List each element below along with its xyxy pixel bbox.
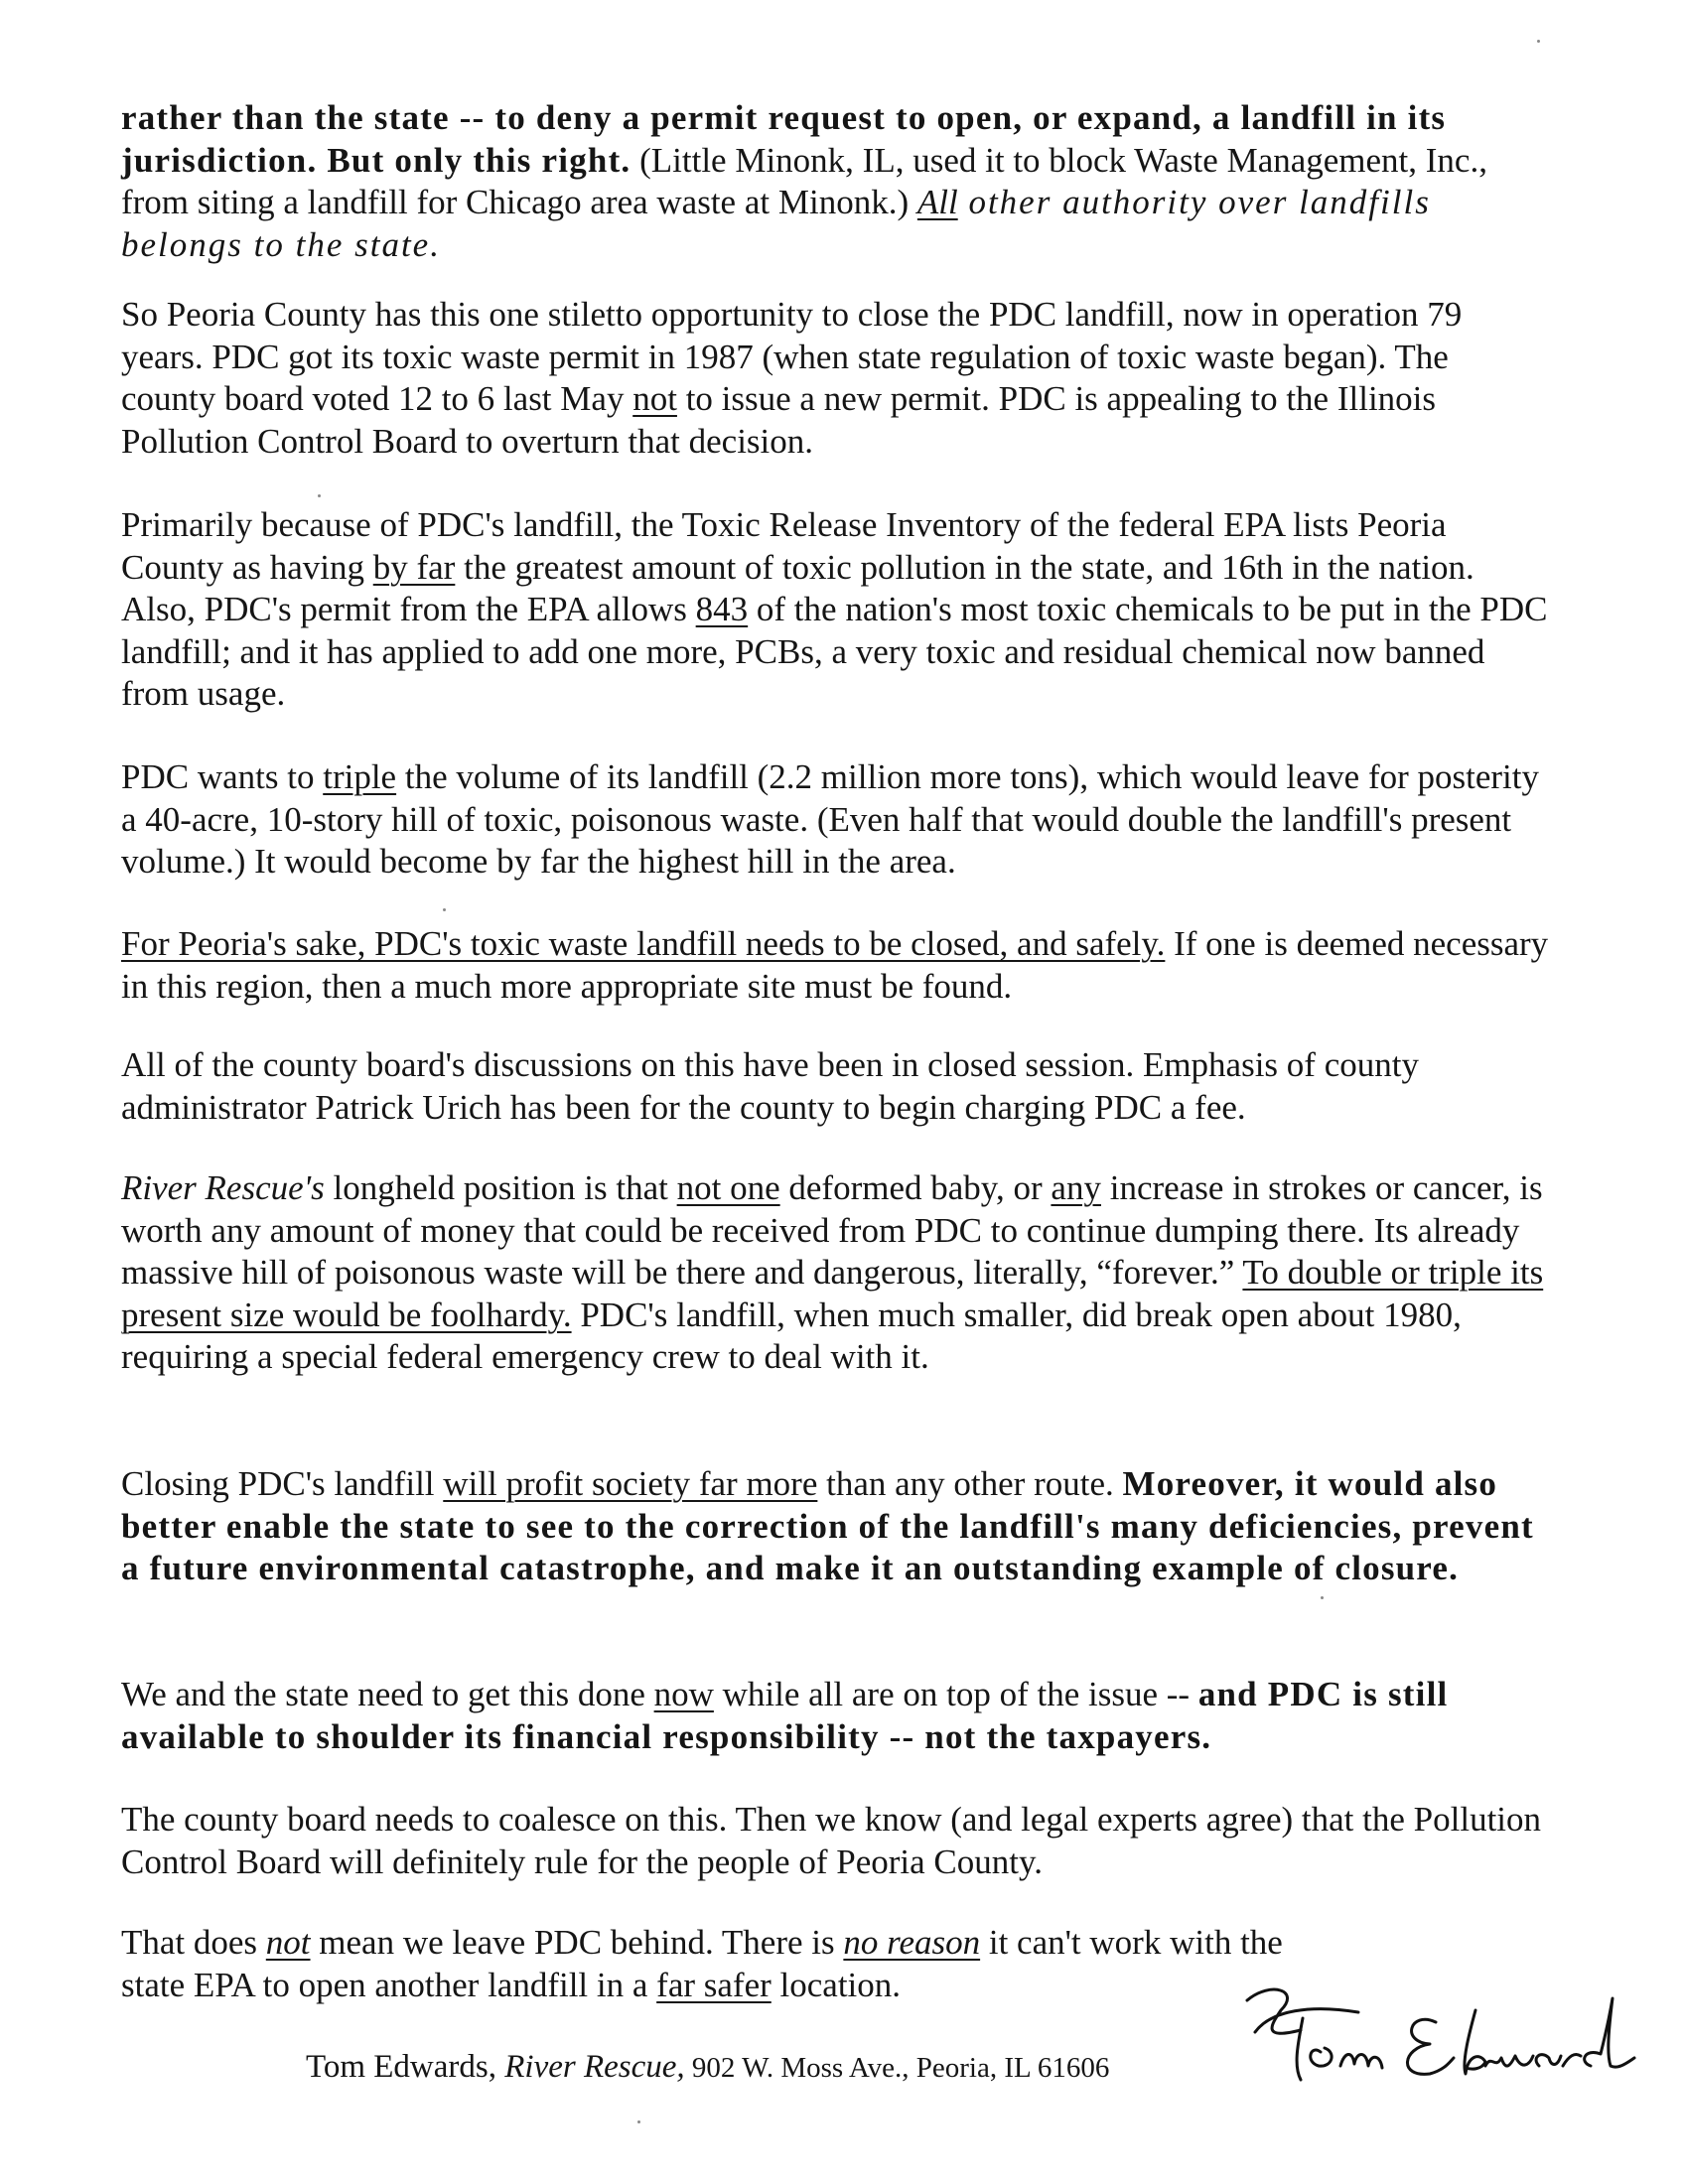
paragraph-peorias-sake [121,923,1551,1008]
paragraph-get-it-done [121,1674,1551,1758]
paragraph-text: than any other route. [817,1464,1123,1503]
paragraph-text: increase in strokes or cancer, is worth any amount of money that could be received from PDC to continue dumping there. Its already massive hill of poisonous waste will be there and dangerous, literally, “forever.” [121,1168,1543,1292]
scan-speck [443,908,446,911]
paragraph-another-landfill [121,1922,1293,2006]
underlined-far-safer: far safer [656,1965,772,2004]
underlined-not: not [632,379,677,418]
emphasis-all: All [916,183,958,221]
paragraph-river-rescue-position [121,1167,1551,1379]
paragraph-text: PDC wants to [121,757,324,796]
paragraph-coalesce: The county board needs to coalesce on this. Then we know (and legal experts agree) that the Pollution Control Board will definitely rule for the people of Peoria County. [121,1800,1542,1881]
footer-organization: River Rescue, [504,2049,685,2085]
bold-moreover-text: Moreover, it would also better enable the state to see to the correction of the landfill's many deficiencies, prevent a future environmental catastrophe, and make it an outstanding example of closure. [121,1464,1534,1587]
scan-speck [318,494,321,497]
paragraph-triple-volume [121,756,1551,884]
minonk-example-text: (Little Minonk, IL, used it to block Waste Management, Inc., from siting a landfill for Chicago area waste at Minonk.) [121,140,1487,221]
paragraph-text: PDC's landfill, when much smaller, did break open about 1980, requiring a special federal emergency crew to deal with it. [121,1295,1462,1376]
underlined-closure-statement: For Peoria's sake, PDC's toxic waste landfill needs to be closed, and safely. [121,924,1166,963]
paragraph-text: the greatest amount of toxic pollution in the state, and 16th in the nation. Also, PDC's permit from the EPA allows [121,547,1474,628]
paragraph-text: mean we leave PDC behind. There is [310,1923,844,1962]
underlined-now: now [653,1675,714,1713]
paragraph-text: deformed baby, or [779,1168,1052,1207]
handwritten-signature [1241,1971,1638,2100]
paragraph-text: We and the state need to get this done [121,1675,654,1713]
underlined-triple: triple [323,757,397,796]
paragraph-opportunity [121,294,1551,463]
paragraph-text: while all are on top of the issue -- [713,1675,1198,1713]
paragraph-profit-society [121,1463,1551,1590]
underlined-not-one: not one [676,1168,780,1207]
paragraph-text: of the nation's most toxic chemicals to be put in the PDC landfill; and it has applied to add one more, PCBs, a very toxic and residual chemical now banned from usage. [121,590,1548,713]
paragraph-permit-right [121,97,1551,266]
underlined-843: 843 [695,590,749,628]
paragraph-text: That does [121,1923,266,1962]
underlined-foolhardy: To double or triple its present size would be foolhardy. [121,1253,1544,1334]
scan-speck [637,2120,640,2123]
paragraph-closed-session: All of the county board's discussions on this have been in closed session. Emphasis of county administrator Patrick Urich has been for the county to begin charging PDC a fee. [121,1045,1419,1127]
letter-footer [306,2047,1109,2088]
river-rescue-name: River Rescue's [121,1168,325,1207]
paragraph-text: longheld position is that [324,1168,677,1207]
footer-address: 902 W. Moss Ave., Peoria, IL 61606 [684,2052,1110,2084]
paragraph-toxic-release [121,504,1551,716]
paragraph-text: Primarily because of PDC's landfill, the Toxic Release Inventory of the federal EPA lists Peoria County as having [121,505,1447,587]
paragraph-text: So Peoria County has this one stiletto opportunity to close the PDC landfill, now in operation 79 years. PDC got its toxic waste permit in 1987 (when state regulation of toxic waste began). The county board voted 12 to 6 last May [121,295,1463,418]
bold-intro-text: rather than the state -- to deny a permit request to open, or expand, a landfill in its jurisdiction. But only this right. [121,98,1447,180]
scan-speck [1537,40,1540,43]
emphasis-not: not [265,1923,311,1962]
underlined-profit: will profit society far more [443,1464,818,1503]
paragraph-text: Closing PDC's landfill [121,1464,444,1503]
underlined-any: any [1051,1168,1101,1207]
state-authority-text: other authority over landfills belongs to the state. [121,183,1431,264]
bold-financial-text: and PDC is still available to shoulder its financial responsibility -- not the taxpayers. [121,1675,1449,1756]
paragraph-text: location. [771,1965,902,2004]
paragraph-text: it can't work with the state EPA to open another landfill in a [121,1923,1283,2004]
paragraph-text: to issue a new permit. PDC is appealing to the Illinois Pollution Control Board to overturn that decision. [121,379,1437,461]
emphasis-no-reason: no reason [843,1923,981,1962]
paragraph-text: the volume of its landfill (2.2 million more tons), which would leave for posterity a 40-acre, 10-story hill of toxic, poisonous waste. (Even half that would double the landfill's present volume.) It would become by far the highest hill in the area. [121,757,1539,881]
footer-author-name: Tom Edwards, [306,2049,505,2085]
scan-speck [1321,1596,1324,1599]
paragraph-text: If one is deemed necessary in this region, then a much more appropriate site must be found. [121,924,1549,1006]
underlined-by-far: by far [372,547,456,587]
